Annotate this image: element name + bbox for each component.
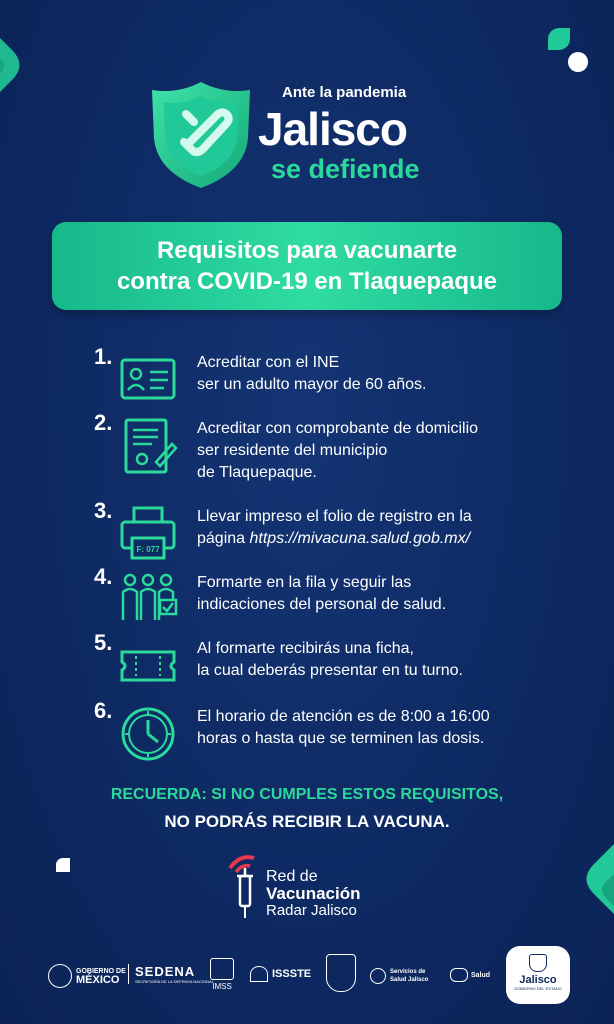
requirement-number: 1. (94, 344, 113, 369)
requirement-line: ser residente del municipio (197, 442, 388, 459)
gobierno-logo-text (76, 967, 126, 985)
decorative-corner-shape-bottom-right (564, 824, 614, 954)
imss-emblem-icon (210, 958, 234, 980)
registration-url[interactable]: https://mivacuna.salud.gob.mx/ (249, 530, 471, 547)
servicios-salud-jalisco-logo (370, 968, 428, 984)
document-signature-icon (118, 416, 178, 476)
header-subtitle: se defiende (271, 154, 420, 184)
requirement-line: Formarte en la fila y seguir las (197, 574, 412, 591)
requirement-line (197, 528, 587, 550)
sedena-logo (128, 964, 214, 984)
requirement-text (197, 418, 587, 484)
salud-logo (450, 968, 490, 982)
jalisco-badge-name: Jalisco (519, 974, 557, 986)
shield-logo-icon (150, 80, 252, 190)
warning-line-2: NO PODRÁS RECIBIR LA VACUNA. (164, 812, 450, 831)
header-kicker: Ante la pandemia (282, 84, 407, 101)
title-line-2: contra COVID-19 en Tlaquepaque (116, 268, 498, 295)
requirement-line: la cual deberás presentar en tu turno. (197, 662, 463, 679)
requirement-number: 2. (94, 410, 113, 435)
network-logo-line-2: Vacunación (266, 884, 361, 903)
title-line-1: Requisitos para vacunarte (156, 237, 458, 264)
requirements-title-banner (52, 222, 562, 310)
decorative-leaf-top-right (548, 28, 570, 50)
requirement-line: de Tlaquepaque. (197, 464, 317, 481)
jalisco-crest-icon (529, 954, 547, 972)
clock-icon (118, 704, 178, 764)
id-card-icon (118, 350, 178, 410)
requirement-line: horas o hasta que se terminen las dosis. (197, 730, 485, 747)
mexico-seal-icon (48, 964, 72, 988)
requirement-text (197, 352, 587, 396)
requirement-line-prefix: página (197, 530, 250, 547)
requirement-text (197, 706, 587, 750)
ssj-text (390, 968, 428, 984)
decorative-dot-top-right (568, 52, 588, 72)
requirement-text (197, 638, 587, 682)
issste-text: ISSSTE (272, 968, 312, 980)
requirement-number: 5. (94, 630, 113, 655)
vaccination-network-logo (224, 852, 394, 924)
syringe-radar-icon (224, 852, 264, 922)
jalisco-badge-subtext: GOBIERNO DEL ESTADO (514, 986, 562, 991)
ssj-emblem-icon (370, 968, 386, 984)
issste-logo (250, 966, 311, 982)
requirement-number: 3. (94, 498, 113, 523)
requirement-number: 6. (94, 698, 113, 723)
issste-emblem-icon (250, 966, 268, 982)
gobierno-small-text: GOBIERNO DE (76, 968, 126, 975)
campaign-header (0, 76, 614, 196)
network-logo-line-3: Radar Jalisco (266, 902, 357, 919)
gobierno-big-text: MÉXICO (76, 974, 120, 986)
gobierno-de-mexico-logo (48, 964, 126, 988)
sedena-subtext: SECRETARÍA DE LA DEFENSA NACIONAL (135, 979, 214, 984)
institution-logos-footer (0, 946, 614, 1006)
jalisco-coat-of-arms-icon (326, 954, 356, 992)
requirement-line: Al formarte recibirás una ficha, (197, 640, 414, 657)
salud-emblem-icon (450, 968, 468, 982)
imss-logo (210, 958, 234, 991)
requirement-line: Acreditar con el INE (197, 354, 340, 371)
salud-text: Salud (471, 971, 491, 979)
network-logo-line-1: Red de (266, 868, 318, 885)
sedena-text: SEDENA (135, 964, 196, 979)
imss-text: IMSS (212, 982, 232, 991)
requirement-line: El horario de atención es de 8:00 a 16:00 (197, 708, 490, 725)
printer-icon (118, 504, 178, 564)
requirement-line: indicaciones del personal de salud. (197, 596, 447, 613)
people-queue-icon (118, 570, 178, 630)
requirement-text (197, 572, 587, 616)
header-title: Jalisco (258, 103, 407, 155)
gobierno-jalisco-badge (506, 946, 570, 1004)
requirement-line: Llevar impreso el folio de registro en la (197, 508, 472, 525)
requirement-number: 4. (94, 564, 113, 589)
ticket-icon (118, 636, 178, 696)
warning-line-1: RECUERDA: SI NO CUMPLES ESTOS REQUISITOS, (110, 786, 504, 803)
decorative-leaf-left (56, 858, 70, 872)
printer-folio-label: F: 077 (136, 545, 160, 554)
requirement-line: ser un adulto mayor de 60 años. (197, 376, 427, 393)
requirement-text (197, 506, 587, 550)
requirement-line: Acreditar con comprobante de domicilio (197, 420, 479, 437)
ssj-line-2: Salud Jalisco (390, 977, 429, 983)
ssj-line-1: Servicios de (390, 969, 426, 975)
